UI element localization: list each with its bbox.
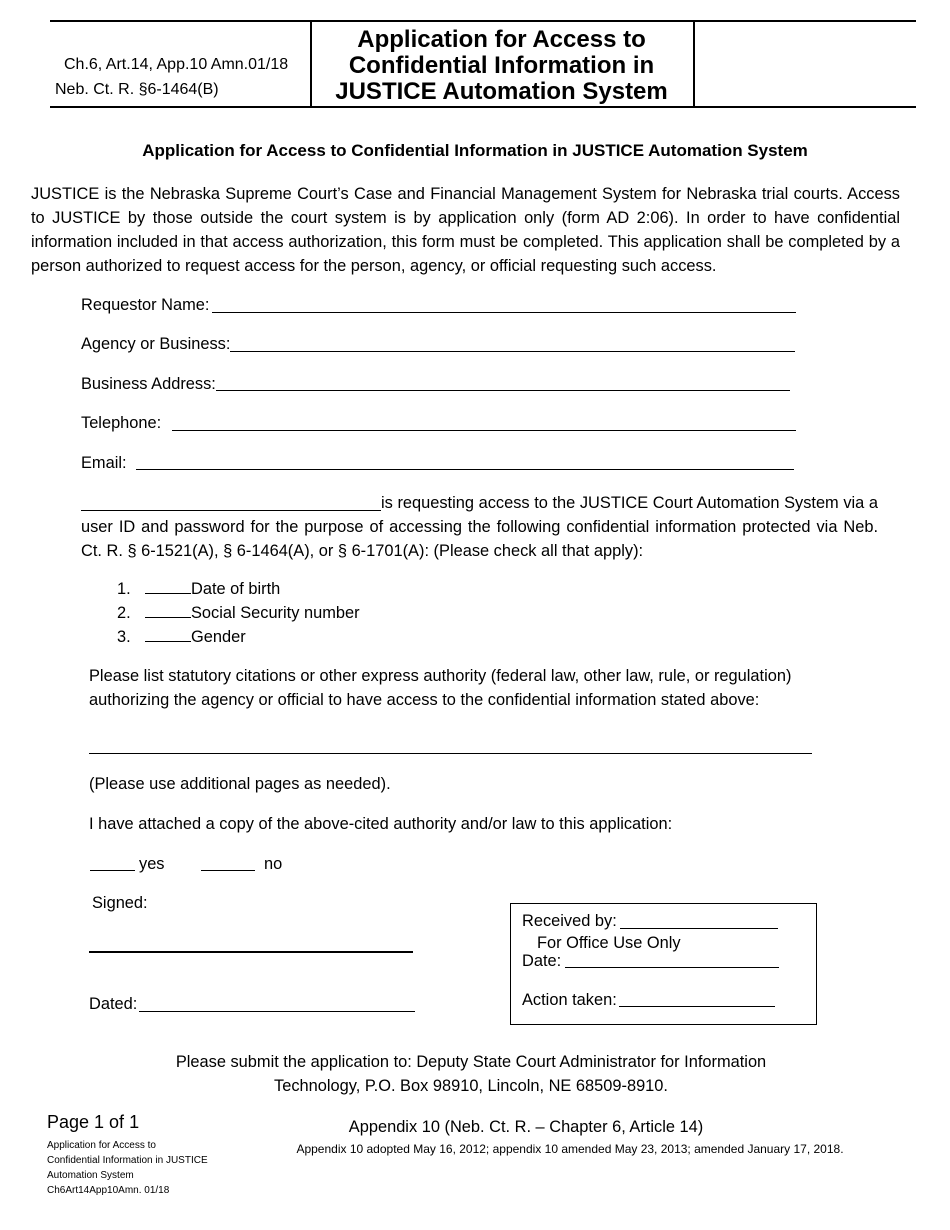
attached-prompt: I have attached a copy of the above-cited authority and/or law to this application: <box>89 815 673 833</box>
form-heading: Application for Access to Confidential Information in JUSTICE Automation System <box>142 141 808 160</box>
signature-field[interactable] <box>89 951 413 953</box>
dated-label: Dated: <box>89 995 138 1013</box>
telephone-label: Telephone: <box>81 414 162 432</box>
attached-yes-field[interactable] <box>90 870 135 871</box>
intro-paragraph: JUSTICE is the Nebraska Supreme Court’s Case and Financial Management System for Nebraska trial courts. Access to JUSTICE by those outside the court system is by application only (form AD 2:06). In order to have confidential information included in that access authorization, this form must be completed. This application shall be completed by a person authorized to request access for the person, agency, or official requesting such access. <box>31 185 900 275</box>
dated-field[interactable] <box>139 1011 415 1012</box>
signed-label: Signed: <box>92 894 148 912</box>
agency-label: Agency or Business: <box>81 335 231 353</box>
submit-instructions <box>0 1050 942 1098</box>
ssn-check-field[interactable] <box>145 601 191 618</box>
info-checklist <box>117 577 360 649</box>
agency-field[interactable] <box>230 351 795 352</box>
address-field[interactable] <box>216 390 790 391</box>
list-item: 3. Gender <box>117 625 360 649</box>
adoption-history: Appendix 10 adopted May 16, 2012; appendix 10 amended May 23, 2013; amended January 17, 2018. <box>296 1142 844 1156</box>
header-bottom-rule <box>50 106 916 108</box>
header-title: Application for Access to Confidential Information in JUSTICE Automation System <box>335 26 668 105</box>
email-field[interactable] <box>136 469 794 470</box>
action-taken-field[interactable] <box>619 1006 775 1007</box>
submit-line-1: Please submit the application to: Deputy State Court Administrator for Information <box>175 1053 767 1071</box>
header-divider-right <box>693 20 695 107</box>
office-date-field[interactable] <box>565 967 779 968</box>
received-by-label: Received by: <box>522 912 617 930</box>
page-number: Page 1 of 1 <box>47 1112 140 1132</box>
attached-no-field[interactable] <box>201 870 255 871</box>
additional-pages-note: (Please use additional pages as needed). <box>89 775 391 793</box>
dob-check-field[interactable] <box>145 577 191 594</box>
request-paragraph <box>81 491 878 563</box>
attached-yes-label: yes <box>139 855 165 873</box>
telephone-field[interactable] <box>172 430 796 431</box>
citations-prompt: Please list statutory citations or other express authority (federal law, other law, rule, or regulation) authorizing the agency or official to have access to the confidential information stated above: <box>89 667 792 709</box>
requestor-name-label: Requestor Name: <box>81 296 210 314</box>
submit-line-2: Technology, P.O. Box 98910, Lincoln, NE 68509-8910. <box>274 1077 668 1095</box>
received-by-field[interactable] <box>620 928 778 929</box>
citations-field[interactable] <box>89 753 812 754</box>
gender-check-field[interactable] <box>145 625 191 642</box>
address-label: Business Address: <box>81 375 216 393</box>
doc-id: Application for Access to Confidential Information in JUSTICE Automation System Ch6Art14App10Amn. 01/18 <box>47 1140 208 1196</box>
header-ref-line1: Ch.6, Art.14, App.10 Amn.01/18 <box>64 56 289 73</box>
office-use-label: For Office Use Only <box>537 934 681 952</box>
requestor-name-field[interactable] <box>212 312 796 313</box>
list-item: 2. Social Security number <box>117 601 360 625</box>
request-text: is requesting access to the JUSTICE Court Automation System via a user ID and password for the purpose of accessing the following confidential information protected via Neb. Ct. R. § 6-1521(A), § 6-1464(A), or § 6-1701(A): (Please check all that apply): <box>81 494 878 560</box>
header-ref-line2: Neb. Ct. R. §6-1464(B) <box>55 81 219 98</box>
appendix-title: Appendix 10 (Neb. Ct. R. – Chapter 6, Article 14) <box>348 1118 704 1136</box>
header-top-rule <box>50 20 916 22</box>
requesting-party-field[interactable] <box>81 493 381 511</box>
attached-no-label: no <box>264 855 283 873</box>
list-item: 1. Date of birth <box>117 577 360 601</box>
email-label: Email: <box>81 454 127 472</box>
office-date-label: Date: <box>522 952 562 970</box>
action-taken-label: Action taken: <box>522 991 617 1009</box>
